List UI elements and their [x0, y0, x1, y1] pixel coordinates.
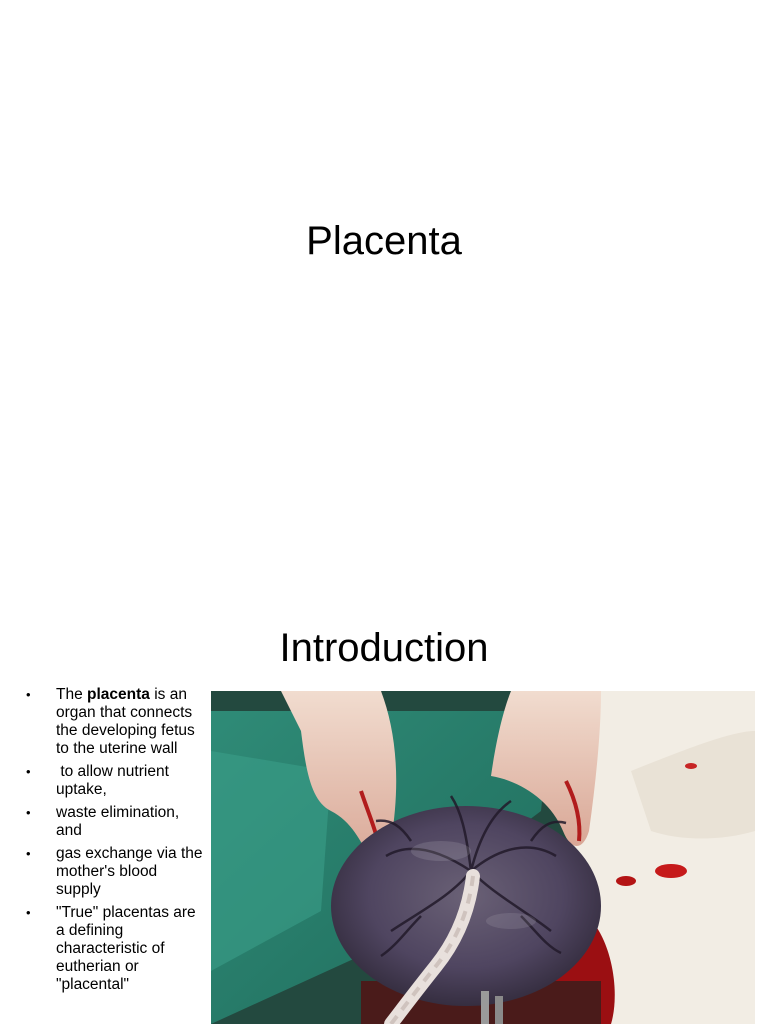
bullet-text: "True" placentas are a defining characteristic of eutherian or "placental"	[56, 904, 196, 993]
bullet-text: is an organ that connects the developing fetus to the uterine wall	[56, 686, 195, 757]
bullet-dot: •	[26, 805, 31, 820]
bullet-text: gas exchange via the mother's blood supply	[56, 845, 203, 898]
bullet-text: waste elimination, and	[56, 804, 180, 839]
placenta-photo	[211, 691, 755, 1024]
bullet-item	[22, 763, 204, 799]
bullet-item	[22, 686, 204, 758]
bullet-text: to allow nutrient uptake,	[56, 763, 174, 798]
slide-title: Placenta	[306, 219, 462, 263]
bullet-dot: •	[26, 687, 31, 702]
bullet-item	[22, 904, 204, 994]
bullet-dot: •	[26, 764, 31, 779]
bullet-list	[22, 686, 204, 999]
bullet-bold-text: placenta	[87, 686, 150, 703]
bullet-item	[22, 845, 204, 899]
bullet-dot: •	[26, 846, 31, 861]
content-slide	[0, 580, 768, 1024]
slide-heading: Introduction	[279, 626, 489, 670]
bullet-dot: •	[26, 905, 31, 920]
bullet-text: The	[56, 686, 88, 703]
bullet-item	[22, 804, 204, 840]
placenta-photo-illustration	[211, 691, 755, 1024]
